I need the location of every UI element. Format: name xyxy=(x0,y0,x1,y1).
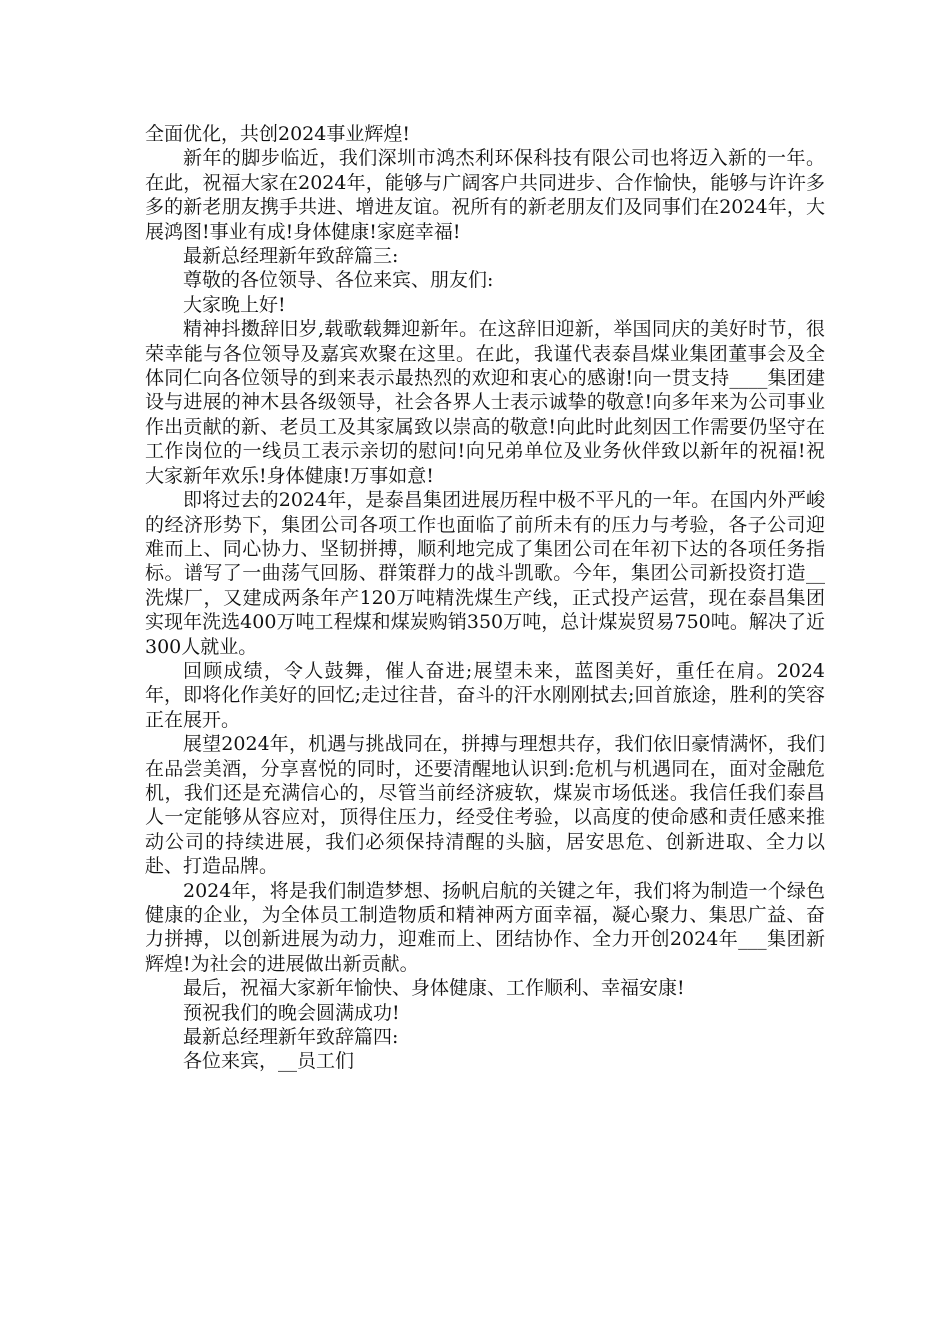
paragraph-party-wish: 预祝我们的晚会圆满成功! xyxy=(183,1001,400,1024)
paragraph-reflection: 回顾成绩，令人鼓舞，催人奋进;展望未来，蓝图美好，重任在肩。2024年，即将化作美好的回忆;走过往昔，奋斗的汗水刚刚拭去;回首旅途，胜利的笑容正在展开。 xyxy=(145,659,825,731)
paragraph-year-review: 即将过去的2024年，是泰昌集团进展历程中极不平凡的一年。在国内外严峻的经济形势下，集团公司各项工作也面临了前所未有的压力与考验，各子公司迎难而上、同心协力、坚韧拼搏，顺利地完成了集团公司在年初下达的各项任务指标。谱写了一曲荡气回肠、群策群力的战斗凯歌。今年，集团公司新投资打造__洗煤厂，又建成两条年产120万吨精洗煤生产线，正式投产运营，现在泰昌集团实现年洗选400万吨工程煤和煤炭购销350万吨，总计煤炭贸易750吨。解决了近300人就业。 xyxy=(145,489,825,658)
salutation-part-four: 各位来宾，__员工们 xyxy=(183,1050,355,1073)
paragraph-welcome: 精神抖擞辞旧岁,载歌载舞迎新年。在这辞旧迎新，举国同庆的美好时节，很荣幸能与各位领导及嘉宾欢聚在这里。在此，我谨代表泰昌煤业集团董事会及全体同仁向各位领导的到来表示最热烈的欢迎和衷心的感谢!向一贯支持____集团建设与进展的神木县各级领导，社会各界人士表示诚挚的敬意!向多年来为公司事业作出贡献的新、老员工及其家属致以崇高的敬意!向此时此刻因工作需要仍坚守在工作岗位的一线员工表示亲切的慰问!向兄弟单位及业务伙伴致以新年的祝福!祝大家新年欢乐!身体健康!万事如意! xyxy=(145,318,825,487)
document-page xyxy=(145,122,825,1074)
paragraph-closing-line: 全面优化，共创2024事业辉煌! xyxy=(145,123,410,145)
paragraph-goals: 2024年，将是我们制造梦想、扬帆启航的关键之年，我们将为制造一个绿色健康的企业，为全体员工制造物质和精神两方面幸福，凝心聚力、集思广益、奋力拼搏，以创新进展为动力，迎难而上、团结协作、全力开创2024年___集团新辉煌!为社会的进展做出新贡献。 xyxy=(145,879,825,975)
salutation: 尊敬的各位领导、各位来宾、朋友们: xyxy=(183,269,494,292)
paragraph-outlook: 展望2024年，机遇与挑战同在，拼搏与理想共存，我们依旧豪情满怀，我们在品尝美酒，分享喜悦的同时，还要清醒地认识到:危机与机遇同在，面对金融危机，我们还是充满信心的，尽管当前经济疲软，煤炭市场低迷。我信任我们泰昌人一定能够从容应对，顶得住压力，经受住考验，以高度的使命感和责任感来推动公司的持续进展，我们必须保持清醒的头脑，居安思危、创新进取、全力以赴、打造品牌。 xyxy=(145,733,825,878)
paragraph-final-wishes: 最后，祝福大家新年愉快、身体健康、工作顺利、幸福安康! xyxy=(183,977,685,1000)
greeting: 大家晚上好! xyxy=(183,293,286,316)
section-heading-part-three: 最新总经理新年致辞篇三: xyxy=(183,245,399,268)
paragraph-company-greeting: 新年的脚步临近，我们深圳市鸿杰利环保科技有限公司也将迈入新的一年。在此，祝福大家在2024年，能够与广阔客户共同进步、合作愉快，能够与许许多多的新老朋友携手共进、增进友谊。祝所有的新老朋友们及同事们在2024年，大展鸿图!事业有成!身体健康!家庭幸福! xyxy=(145,147,825,243)
section-heading-part-four: 最新总经理新年致辞篇四: xyxy=(183,1026,399,1049)
